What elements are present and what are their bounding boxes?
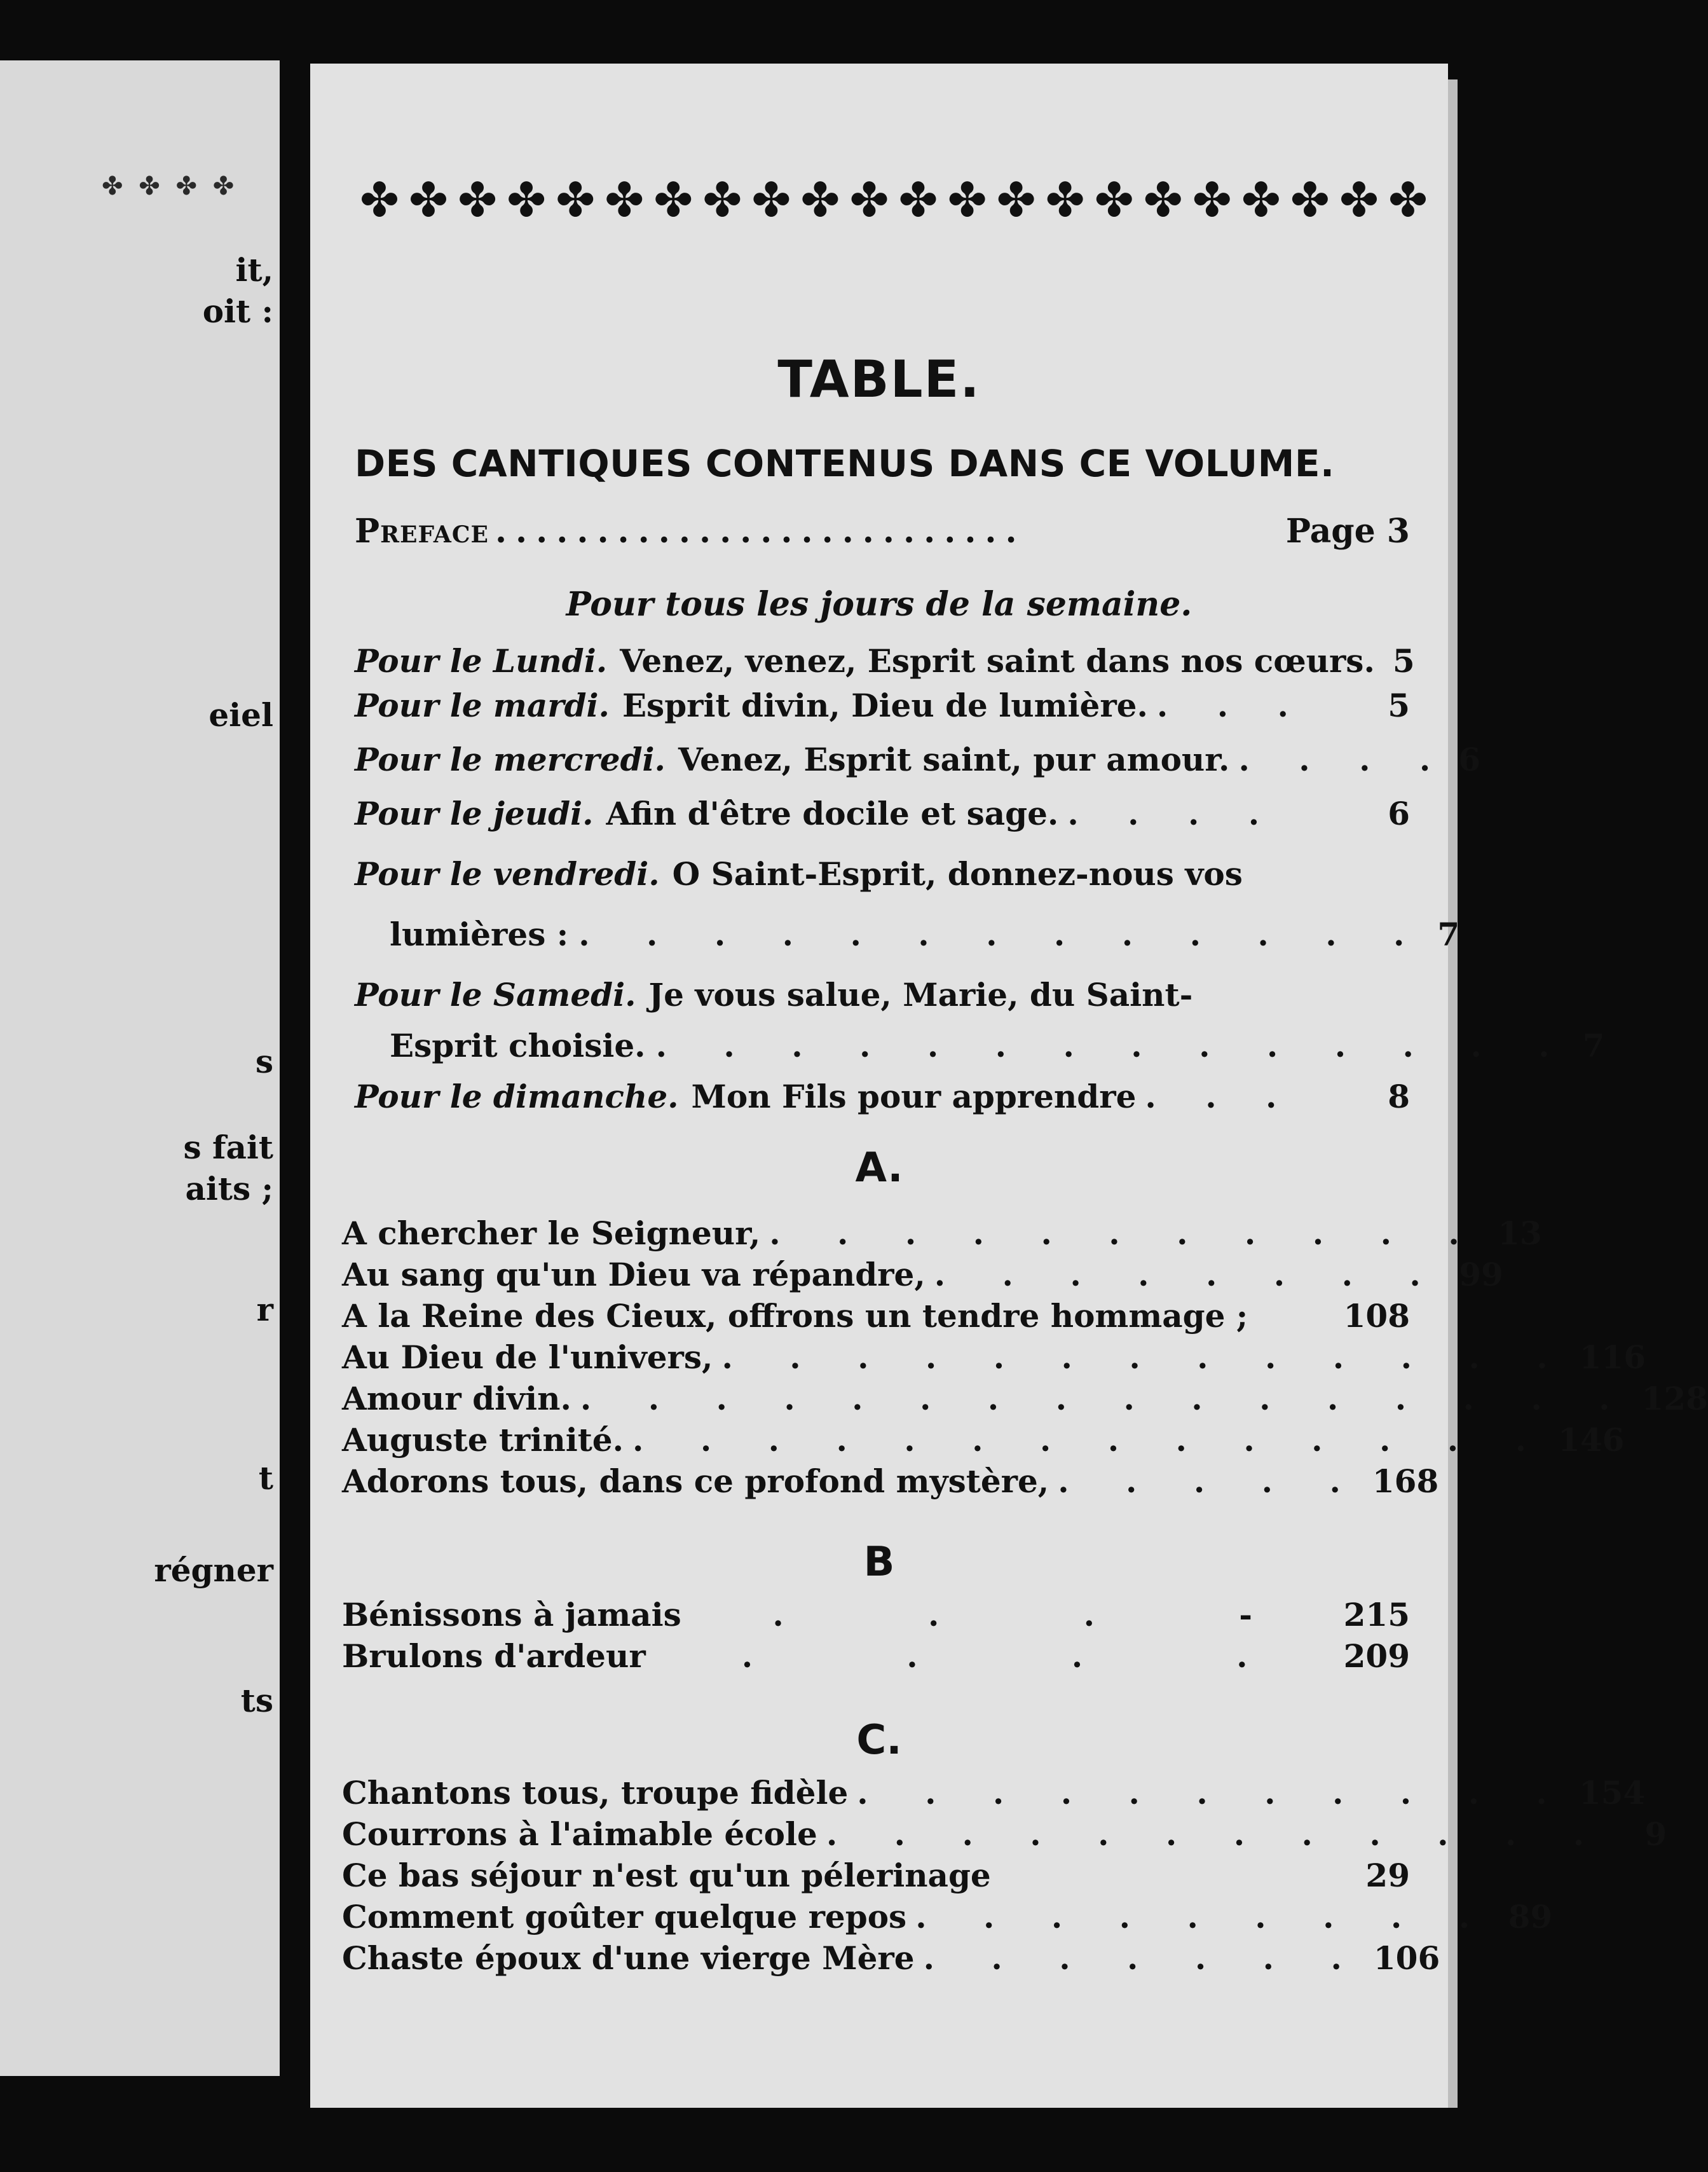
- leader-dots: . . .: [1145, 1078, 1296, 1115]
- leader-dots: . . . . . . .: [923, 1939, 1365, 1977]
- toc-entry: [355, 976, 1410, 1014]
- entry-title: Afin d'être docile et sage.: [606, 795, 1059, 832]
- index-entry: [342, 1338, 1646, 1376]
- index-entry: [342, 1297, 1410, 1335]
- leader-dot: .: [927, 1596, 939, 1633]
- entry-page: 9: [1644, 1815, 1667, 1853]
- entry-title: O Saint-Esprit, donnez-nous vos: [672, 855, 1243, 893]
- entry-title: Esprit divin, Dieu de lumière.: [622, 687, 1148, 724]
- index-entry: [342, 1380, 1708, 1417]
- entry-day: Pour le jeudi.: [355, 795, 594, 832]
- toc-entry: [355, 795, 1410, 832]
- index-entry: [342, 1256, 1503, 1293]
- index-entry: [342, 1815, 1667, 1853]
- preface-label: Preface: [355, 512, 489, 551]
- left-page-fragment: s: [255, 1043, 273, 1080]
- left-page-fragment: s fait: [183, 1129, 273, 1166]
- section-letter-a: A.: [855, 1144, 903, 1192]
- preface-page: Page 3: [1285, 512, 1410, 551]
- entry-page: 99: [1459, 1256, 1503, 1293]
- entry-page: 106: [1373, 1939, 1440, 1977]
- entry-day: Pour le dimanche.: [355, 1078, 679, 1115]
- entry-title: Je vous salue, Marie, du Saint-: [648, 976, 1193, 1014]
- preface-entry: [355, 512, 1410, 551]
- index-entry: [342, 1596, 1410, 1633]
- leader-dots: . . . . .: [1058, 1462, 1363, 1500]
- leader-dot: .: [772, 1596, 784, 1633]
- entry-page: 116: [1579, 1338, 1646, 1376]
- book-spine: [280, 51, 315, 2098]
- entry-title: Chantons tous, troupe fidèle: [342, 1774, 849, 1811]
- entry-title-continuation: Esprit choisie.: [390, 1027, 646, 1064]
- previous-page: [0, 60, 280, 2076]
- table-of-contents-page: [310, 64, 1708, 2108]
- toc-entry: [355, 1078, 1410, 1115]
- leader-dots: . . . . . . . . . . . .: [826, 1815, 1608, 1853]
- left-page-fragment: r: [256, 1291, 273, 1328]
- entry-day: Pour le Samedi.: [355, 976, 636, 1014]
- entry-title: Ce bas séjour n'est qu'un pélerinage: [342, 1857, 991, 1894]
- leader-dots: ..........................: [495, 512, 1026, 551]
- entry-title: Courrons à l'aimable école: [342, 1815, 817, 1853]
- toc-entry: [355, 687, 1410, 724]
- page-subtitle: DES CANTIQUES CONTENUS DANS CE VOLUME.: [355, 442, 1335, 485]
- ornament-glyph: ✤: [507, 173, 547, 228]
- page-title: TABLE.: [777, 350, 981, 409]
- index-entry: [342, 1774, 1646, 1811]
- entry-title: Comment goûter quelque repos: [342, 1898, 907, 1935]
- entry-page: 7: [1582, 1027, 1605, 1064]
- entry-page: 29: [1365, 1857, 1410, 1894]
- entry-page: 168: [1372, 1462, 1439, 1500]
- toc-entry: [355, 855, 1410, 893]
- ornament-glyph: ✤: [898, 173, 938, 228]
- toc-entry: [355, 642, 1415, 680]
- ornament-glyph: ✤: [1045, 173, 1085, 228]
- leader-dot: .: [1083, 1596, 1095, 1633]
- entry-page: 209: [1343, 1637, 1410, 1675]
- left-page-fragment: régner: [154, 1551, 273, 1589]
- ornament-glyph: ✤: [1241, 173, 1281, 228]
- leader-dots: [700, 1596, 1325, 1633]
- entry-page: 6: [1458, 741, 1481, 778]
- toc-entry-continuation: [390, 916, 1460, 953]
- entry-page: 215: [1343, 1596, 1410, 1633]
- ornament-glyph: ✤: [409, 173, 449, 228]
- leader-dots: . . . . . . . . . . .: [769, 1214, 1482, 1252]
- entry-day: Pour le vendredi.: [355, 855, 660, 893]
- entry-page: 7: [1437, 916, 1460, 953]
- index-entry: [342, 1939, 1440, 1977]
- leader-dot: .: [1071, 1637, 1083, 1675]
- leader-dots: . . . .: [1067, 795, 1279, 832]
- left-page-fragment: ts: [240, 1682, 273, 1719]
- ornament-glyph: ✤: [849, 173, 889, 228]
- entry-page: 5: [1392, 642, 1415, 680]
- leader-dots: . . . . . . . . . . . . . . . .: [580, 1380, 1633, 1417]
- ornament-glyph: ✤: [1192, 173, 1232, 228]
- leader-dots: . . . . . . . . . . . . . .: [632, 1421, 1550, 1459]
- entry-title: Venez, venez, Esprit saint dans nos cœurs.: [620, 642, 1375, 680]
- entry-day: Pour le Lundi.: [355, 642, 608, 680]
- entry-title: Chaste époux d'une vierge Mère: [342, 1939, 915, 1977]
- entry-page: 146: [1558, 1421, 1625, 1459]
- ornament-glyph: ✤: [1143, 173, 1183, 228]
- left-page-ornament: ✤ ✤ ✤ ✤: [102, 172, 238, 201]
- ornament-glyph: ✤: [1290, 173, 1330, 228]
- entry-page: 5: [1388, 687, 1410, 724]
- section-letter-c: C.: [856, 1717, 902, 1764]
- leader-dots: . . . . . . . . . . . . .: [721, 1338, 1571, 1376]
- left-page-fragment: aits ;: [185, 1170, 273, 1207]
- index-entry: [342, 1637, 1410, 1675]
- index-entry: [342, 1898, 1553, 1935]
- week-section-heading: Pour tous les jours de la semaine.: [566, 585, 1192, 624]
- leader-dots: . . .: [1156, 687, 1308, 724]
- leader-dots: . . . .: [1238, 741, 1450, 778]
- ornament-glyph: ✤: [947, 173, 987, 228]
- entry-title-continuation: lumières :: [390, 916, 569, 953]
- ornament-glyph: ✤: [360, 173, 400, 228]
- leader-dots: . . . . . . . . . . .: [857, 1774, 1570, 1811]
- leader-dots: . . . . . . . . . . . . . .: [655, 1027, 1573, 1064]
- entry-day: Pour le mercredi.: [355, 741, 666, 778]
- ornament-glyph: ✤: [605, 173, 645, 228]
- ornament-glyph: ✤: [458, 173, 498, 228]
- left-page-fragment: t: [258, 1459, 273, 1497]
- entry-title: Au sang qu'un Dieu va répandre,: [342, 1256, 926, 1293]
- entry-page: 89: [1508, 1898, 1553, 1935]
- leader-dot: .: [741, 1637, 753, 1675]
- entry-page: 6: [1388, 795, 1410, 832]
- toc-entry: [355, 741, 1481, 778]
- entry-day: Pour le mardi.: [355, 687, 610, 724]
- entry-title: Adorons tous, dans ce profond mystère,: [342, 1462, 1049, 1500]
- entry-title: Bénissons à jamais: [342, 1596, 681, 1633]
- left-page-fragment: eiel: [208, 696, 273, 734]
- ornament-glyph: ✤: [1388, 173, 1428, 228]
- entry-page: 108: [1343, 1297, 1410, 1335]
- decorative-ornament-band: [360, 172, 1428, 229]
- entry-title: Venez, Esprit saint, pur amour.: [678, 741, 1230, 778]
- ornament-glyph: ✤: [996, 173, 1036, 228]
- leader-dot: -: [1239, 1596, 1253, 1633]
- index-entry: [342, 1462, 1439, 1500]
- leader-dots: . . . . . . . . .: [915, 1898, 1493, 1935]
- section-letter-b: B: [863, 1539, 895, 1586]
- entry-title: Amour divin.: [342, 1380, 571, 1417]
- leader-dot: .: [1236, 1637, 1248, 1675]
- leader-dots: . . . . . . . . . . . . .: [578, 916, 1428, 953]
- leader-dots: . . . . . . . .: [934, 1256, 1444, 1293]
- ornament-glyph: ✤: [751, 173, 791, 228]
- ornament-glyph: ✤: [800, 173, 840, 228]
- toc-entry-continuation: [390, 1027, 1605, 1064]
- ornament-glyph: ✤: [1339, 173, 1379, 228]
- entry-title: Au Dieu de l'univers,: [342, 1338, 713, 1376]
- entry-page: 154: [1578, 1774, 1646, 1811]
- ornament-glyph: ✤: [702, 173, 742, 228]
- ornament-glyph: ✤: [1094, 173, 1134, 228]
- leader-dots: [665, 1637, 1325, 1675]
- index-entry: [342, 1857, 1410, 1894]
- ornament-glyph: ✤: [556, 173, 596, 228]
- entry-page: 8: [1388, 1078, 1410, 1115]
- entry-title: Auguste trinité.: [342, 1421, 624, 1459]
- entry-title: Brulons d'ardeur: [342, 1637, 646, 1675]
- ornament-glyph: ✤: [653, 173, 693, 228]
- entry-page: 13: [1498, 1214, 1542, 1252]
- entry-page: 128: [1641, 1380, 1708, 1417]
- index-entry: [342, 1214, 1542, 1252]
- entry-title: A la Reine des Cieux, offrons un tendre hommage ;: [342, 1297, 1248, 1335]
- left-page-fragment: it,: [235, 251, 273, 289]
- leader-dot: .: [906, 1637, 918, 1675]
- left-page-fragment: oit :: [202, 292, 273, 330]
- entry-title: A chercher le Seigneur,: [342, 1214, 761, 1252]
- entry-title: Mon Fils pour apprendre: [691, 1078, 1137, 1115]
- index-entry: [342, 1421, 1625, 1459]
